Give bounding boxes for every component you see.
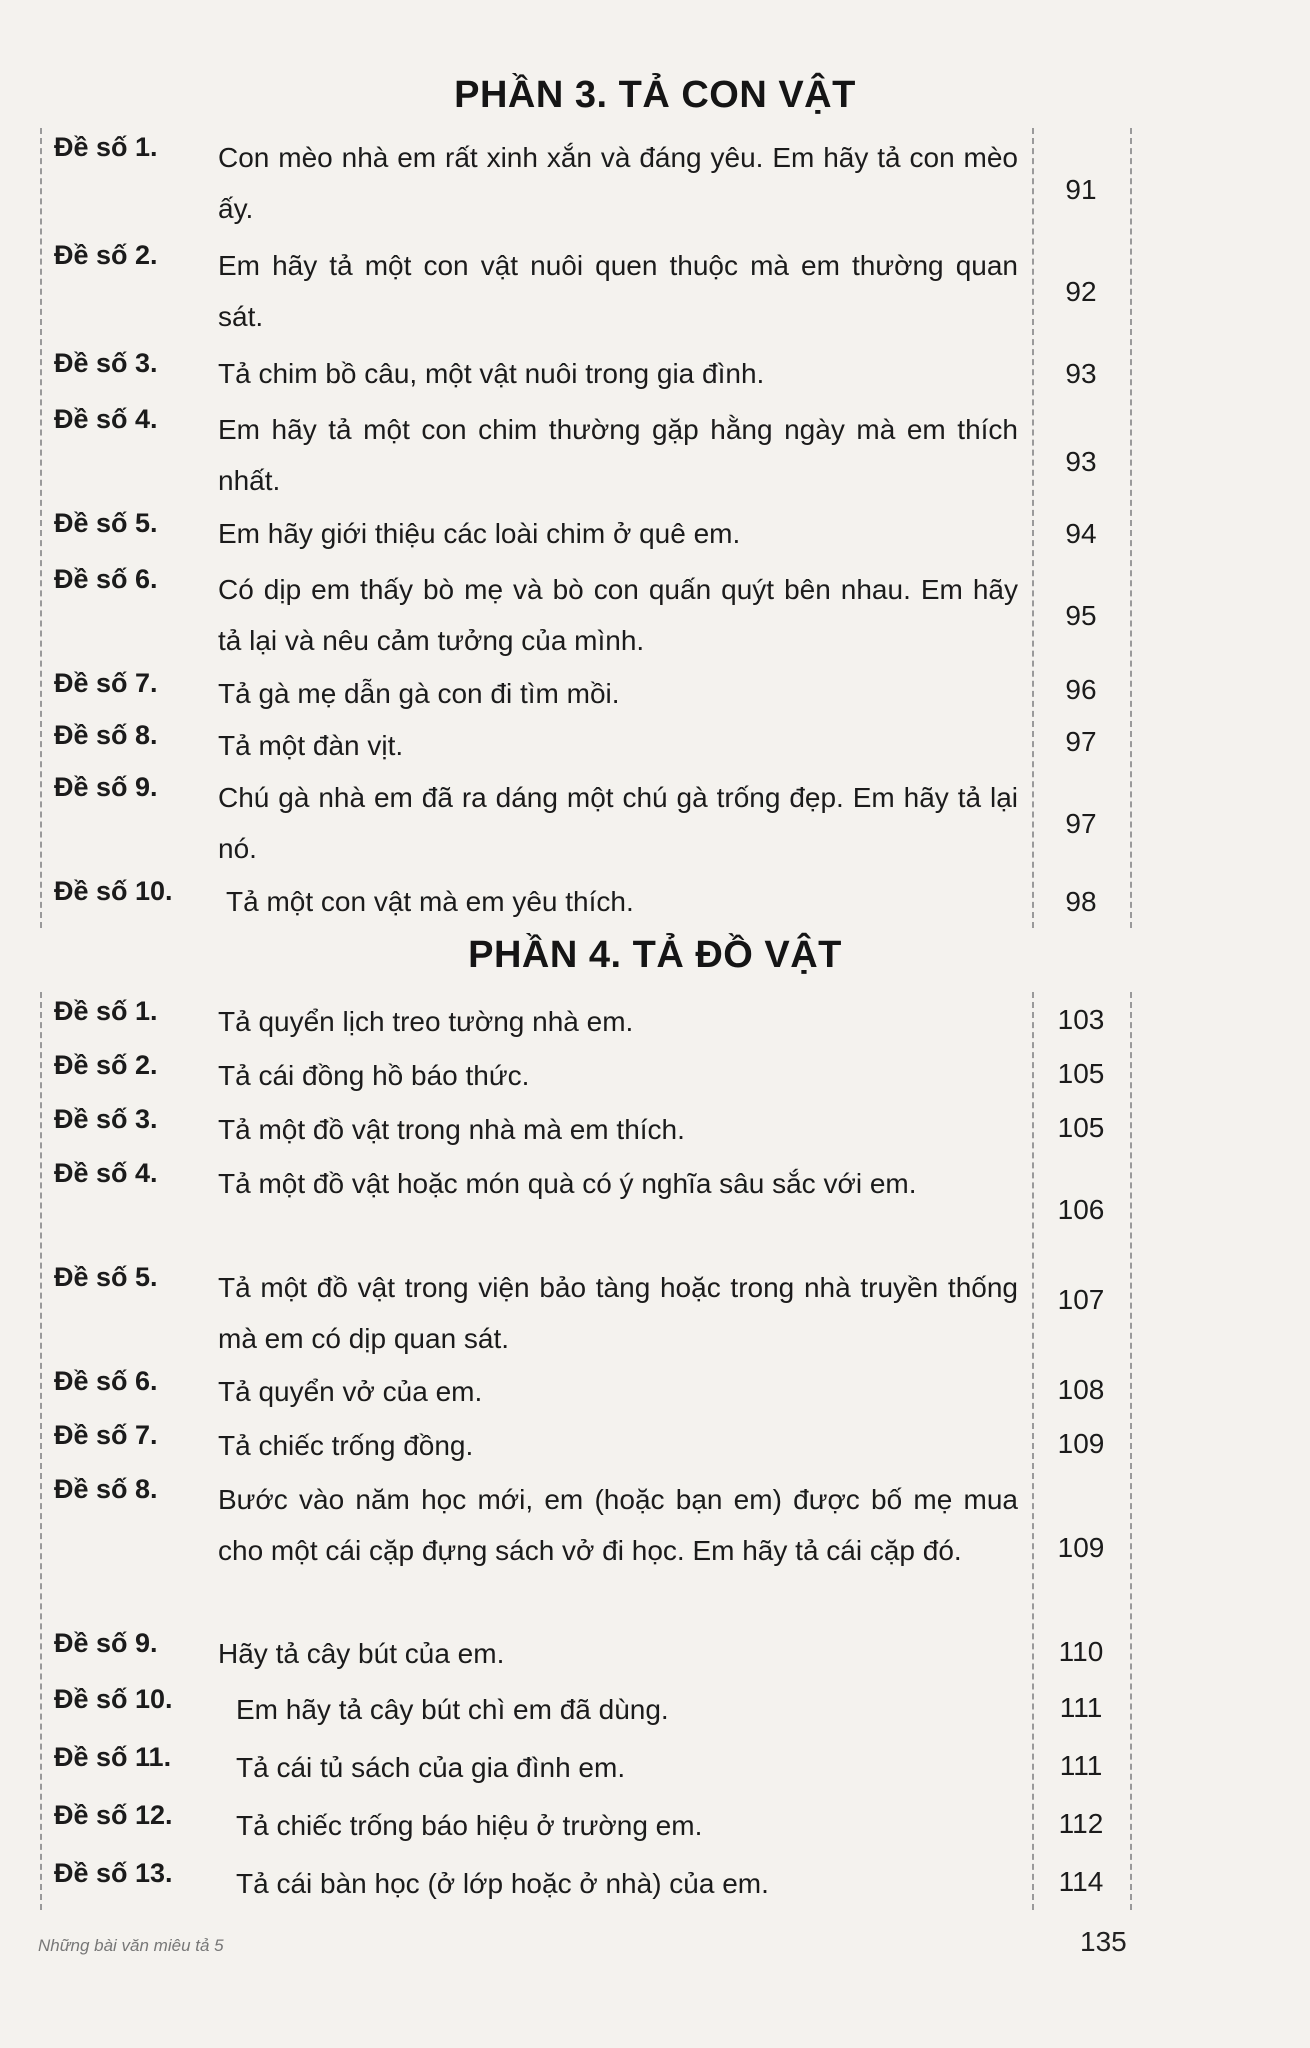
entry-text: Tả một đàn vịt. [218,730,404,761]
entry-page: 105 [1057,1112,1105,1143]
entry-label: Đề số 4. [54,404,158,434]
entry-text: Tả cái tủ sách của gia đình em. [236,1752,626,1783]
toc-entry[interactable] [40,1796,1130,1854]
divider [1130,128,1132,928]
entry-page: 107 [1057,1284,1105,1315]
entry-page: 112 [1058,1808,1104,1839]
toc-entry[interactable] [40,1362,1130,1416]
entry-page: 96 [1065,674,1097,705]
book-title-footer: Những bài văn miêu tả 5 [38,1936,224,1955]
entry-page: 105 [1057,1058,1105,1089]
toc-entry[interactable] [40,768,1130,872]
entry-label: Đề số 8. [54,720,158,750]
toc-entry[interactable] [40,1046,1130,1100]
entry-page: 109 [1057,1428,1105,1459]
toc-entry[interactable] [40,236,1130,340]
entry-page: 103 [1057,1004,1105,1035]
entry-label: Đề số 11. [54,1742,172,1772]
entry-page: 93 [1065,358,1097,389]
entry-label: Đề số 3. [54,348,158,378]
entry-text: Tả cái bàn học (ở lớp hoặc ở nhà) của em. [236,1868,769,1899]
entry-text: Tả gà mẹ dẫn gà con đi tìm mồi. [218,678,620,709]
entry-page: 92 [1065,276,1097,307]
toc-entry[interactable] [40,400,1130,504]
toc-entry[interactable] [40,560,1130,664]
toc-entry[interactable] [40,1624,1130,1680]
toc-entry[interactable] [40,1258,1130,1362]
entry-page: 94 [1065,518,1097,549]
divider [1130,992,1132,1910]
entry-text: Tả một con vật mà em yêu thích. [226,886,634,917]
entry-page: 97 [1065,726,1097,757]
entry-page: 97 [1065,808,1097,839]
entry-label: Đề số 7. [54,1420,158,1450]
entry-text: Tả quyển lịch treo tường nhà em. [218,1006,634,1037]
entry-label: Đề số 5. [54,1262,158,1292]
entry-label: Đề số 10. [54,1684,173,1714]
toc-entry[interactable] [40,504,1130,560]
toc-entry[interactable] [40,716,1130,768]
toc-entry[interactable] [40,1416,1130,1470]
page-number: 135 [1080,1926,1127,1957]
entry-text: Tả một đồ vật trong nhà mà em thích. [218,1114,685,1145]
entry-label: Đề số 7. [54,668,158,698]
entry-text: Em hãy tả một con vật nuôi quen thuộc mà em thường quan sát. [218,250,1018,332]
entry-text: Em hãy tả cây bút chì em đã dùng. [236,1694,669,1725]
entry-label: Đề số 8. [54,1474,158,1504]
entry-page: 109 [1057,1532,1105,1563]
toc-entry[interactable] [40,872,1130,928]
toc-entry[interactable] [40,344,1130,400]
toc-entry[interactable] [40,1854,1130,1910]
entry-label: Đề số 1. [54,996,158,1026]
entry-text: Tả một đồ vật hoặc món quà có ý nghĩa sâu sắc với em. [218,1168,917,1199]
entry-label: Đề số 1. [54,132,158,162]
toc-entry[interactable] [40,1100,1130,1154]
entry-text: Con mèo nhà em rất xinh xắn và đáng yêu. Em hãy tả con mèo ấy. [218,142,1018,224]
entry-label: Đề số 6. [54,564,158,594]
entry-text: Có dịp em thấy bò mẹ và bò con quấn quýt bên nhau. Em hãy tả lại và nêu cảm tưởng của mình. [218,574,1018,656]
entry-text: Em hãy giới thiệu các loài chim ở quê em. [218,518,741,549]
entry-text: Tả chim bồ câu, một vật nuôi trong gia đình. [218,358,765,389]
toc-entry[interactable] [40,128,1130,232]
part3-title: PHẦN 3. TẢ CON VẬT [454,74,856,116]
entry-label: Đề số 9. [54,772,158,802]
entry-label: Đề số 13. [54,1858,173,1888]
part4-title: PHẦN 4. TẢ ĐỒ VẬT [468,934,842,976]
toc-entry[interactable] [40,992,1130,1046]
entry-text: Chú gà nhà em đã ra dáng một chú gà trống đẹp. Em hãy tả lại nó. [218,782,1018,864]
entry-text: Tả cái đồng hồ báo thức. [218,1060,530,1091]
toc-entry[interactable] [40,1738,1130,1796]
entry-page: 95 [1065,600,1097,631]
entry-page: 110 [1058,1636,1104,1667]
entry-label: Đề số 9. [54,1628,158,1658]
entry-label: Đề số 2. [54,1050,158,1080]
entry-page: 114 [1058,1866,1104,1897]
entry-page: 111 [1059,1692,1103,1723]
entry-label: Đề số 4. [54,1158,158,1188]
entry-text: Hãy tả cây bút của em. [218,1638,505,1669]
entry-text: Tả một đồ vật trong viện bảo tàng hoặc trong nhà truyền thống mà em có dịp quan sát. [218,1272,1018,1354]
toc-entry[interactable] [40,1680,1130,1738]
entry-label: Đề số 12. [54,1800,173,1830]
entry-page: 108 [1057,1374,1105,1405]
entry-text: Tả quyển vở của em. [218,1376,483,1407]
entry-label: Đề số 2. [54,240,158,270]
part4-toc [40,992,1130,1910]
toc-entry[interactable] [40,664,1130,716]
entry-label: Đề số 3. [54,1104,158,1134]
toc-entry[interactable] [40,1154,1130,1258]
entry-page: 98 [1065,886,1097,917]
entry-page: 106 [1057,1194,1105,1225]
entry-page: 93 [1065,446,1097,477]
entry-text: Em hãy tả một con chim thường gặp hằng ngày mà em thích nhất. [218,414,1018,496]
entry-page: 111 [1059,1750,1103,1781]
entry-label: Đề số 6. [54,1366,158,1396]
entry-label: Đề số 10. [54,876,173,906]
entry-page: 91 [1065,174,1097,205]
entry-label: Đề số 5. [54,508,158,538]
part3-toc [40,128,1130,928]
entry-text: Tả chiếc trống báo hiệu ở trường em. [236,1810,703,1841]
entry-text: Bước vào năm học mới, em (hoặc bạn em) được bố mẹ mua cho một cái cặp đựng sách vở đi học. Em hãy tả cái cặp đó. [218,1484,1018,1566]
entry-text: Tả chiếc trống đồng. [218,1430,474,1461]
toc-entry[interactable] [40,1470,1130,1624]
